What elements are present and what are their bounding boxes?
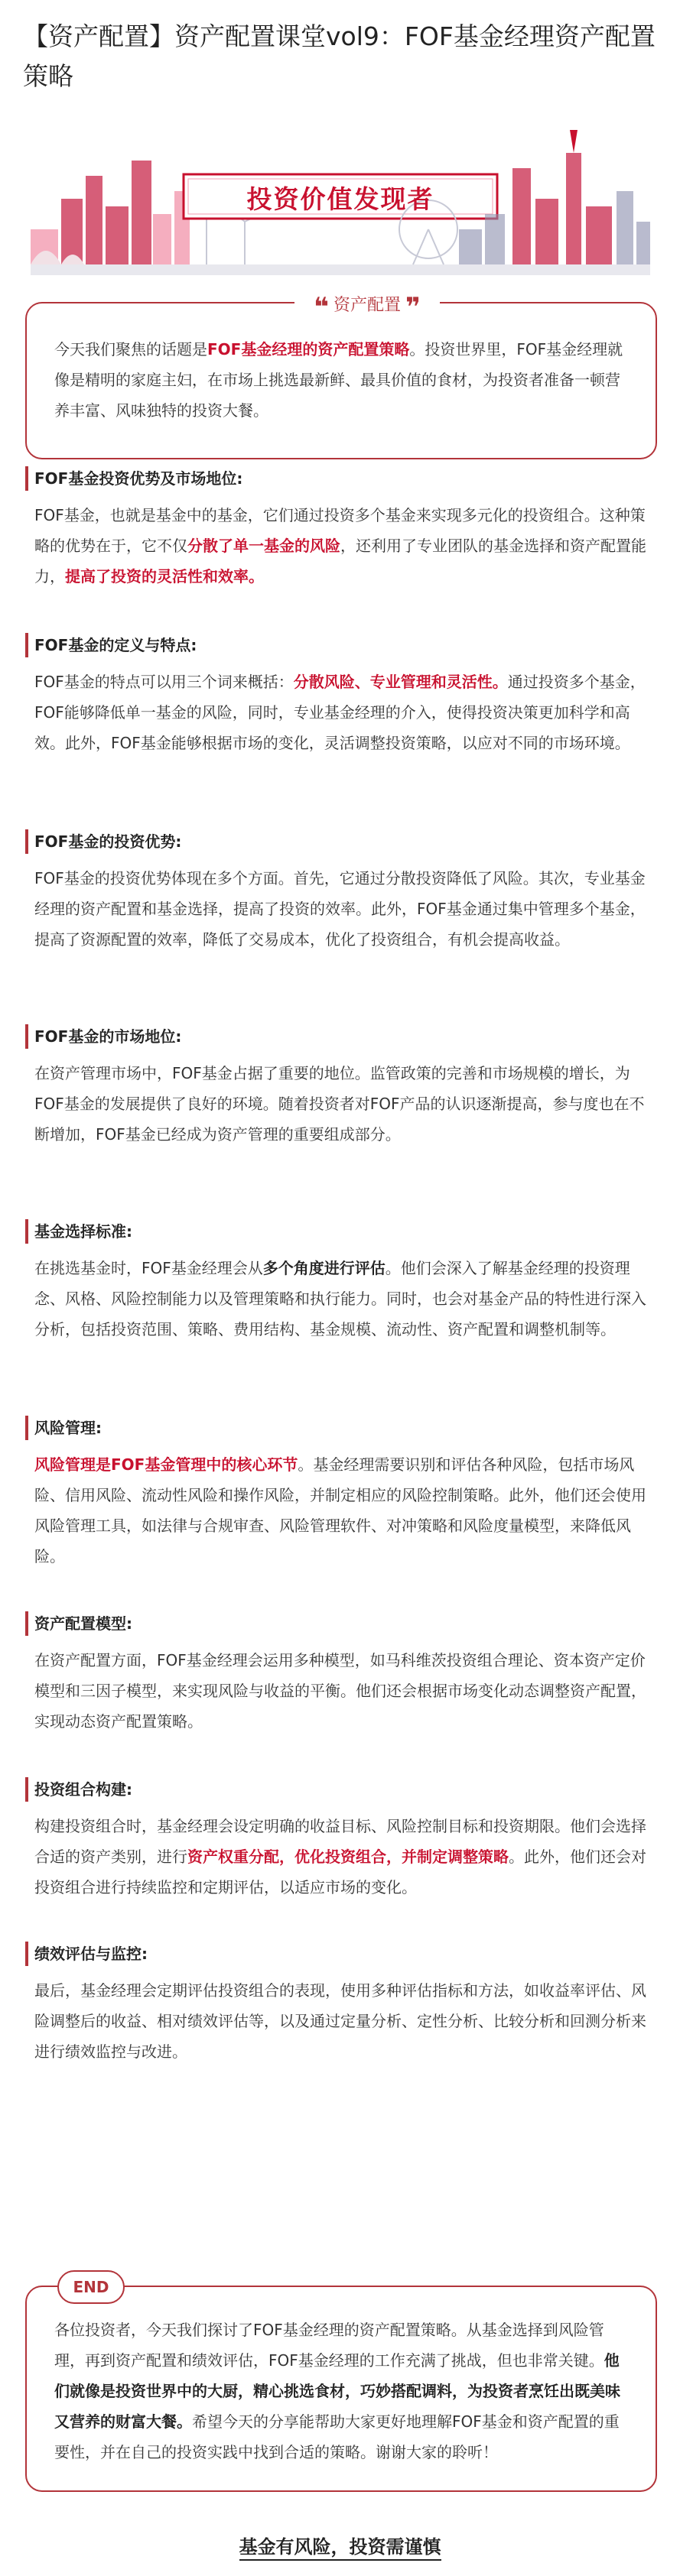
- section-text: FOF基金，也就是基金中的基金，它们通过投资多个基金来实现多元化的投资组合。这种策略的优势在于，它不仅分散了单一基金的风险，还利用了专业团队的基金选择和资产配置能力，提高了投资的灵活性和效率。: [34, 506, 646, 586]
- section-fof-advantages-position: [25, 466, 657, 589]
- banner: [31, 115, 650, 275]
- banner-label: 投资价值发现者: [246, 183, 434, 214]
- end-text: 各位投资者，今天我们探讨了FOF基金经理的资产配置策略。从基金选择到风险管理，再到资产配置和绩效评估，FOF基金经理的工作充满了挑战，但也非常关键。他们就像是投资世界中的大厨，精心挑选食材，巧妙搭配调料，为投资者烹饪出既美味又营养的财富大餐。希望今天的分享能帮助大家更好地理解FOF基金和资产配置的重要性，并在自己的投资实践中找到合适的策略。谢谢大家的聆听！: [54, 2321, 620, 2461]
- section-bar: [25, 466, 28, 491]
- section-text: 在挑选基金时，FOF基金经理会从多个角度进行评估。他们会深入了解基金经理的投资理念、风格、风险控制能力以及管理策略和执行能力。同时，也会对基金产品的特性进行深入分析，包括投资范围、策略、费用结构、基金规模、流动性、资产配置和调整机制等。: [34, 1259, 646, 1338]
- section-title: FOF基金投资优势及市场地位:: [34, 469, 243, 488]
- article-title: 【资产配置】资产配置课堂vol9：FOF基金经理资产配置策略: [23, 21, 656, 91]
- section-bar: [25, 633, 28, 657]
- intro-highlight: FOF基金经理的资产配置策略: [207, 340, 410, 358]
- section-bar: [25, 1219, 28, 1244]
- section-title: 绩效评估与监控:: [34, 1945, 148, 1963]
- section-text: 风险管理是FOF基金管理中的核心环节。基金经理需要识别和评估各种风险，包括市场风险、信用风险、流动性风险和操作风险，并制定相应的风险控制策略。此外，他们还会使用风险管理工具，如法律与合规审查、风险管理软件、对冲策略和风险度量模型，来降低风险。: [34, 1455, 646, 1565]
- section-portfolio-construction: [25, 1777, 657, 1900]
- section-bar: [25, 1942, 28, 1966]
- section-fof-definition: [25, 633, 657, 786]
- section-text: FOF基金的投资优势体现在多个方面。首先，它通过分散投资降低了风险。其次，专业基金经理的资产配置和基金选择，提高了投资的效率。此外，FOF基金通过集中管理多个基金，提高了资源配置的效率，降低了交易成本，优化了投资组合，有机会提高收益。: [34, 869, 646, 949]
- section-fof-market-position: [25, 1024, 657, 1177]
- section-title: 投资组合构建:: [34, 1780, 132, 1799]
- section-title: 风险管理:: [34, 1419, 102, 1437]
- section-text: 构建投资组合时，基金经理会设定明确的收益目标、风险控制目标和投资期限。他们会选择合适的资产类别，进行资产权重分配，优化投资组合，并制定调整策略。此外，他们还会对投资组合进行持续监控和定期评估，以适应市场的变化。: [34, 1817, 646, 1896]
- section-title: FOF基金的市场地位:: [34, 1027, 182, 1046]
- section-risk-management: [25, 1416, 657, 1569]
- section-text: 最后，基金经理会定期评估投资组合的表现，使用多种评估指标和方法，如收益率评估、风险调整后的收益、相对绩效评估等，以及通过定量分析、定性分析、比较分析和回测分析来进行绩效监控与改进。: [34, 1981, 646, 2061]
- section-performance-evaluation: [25, 1942, 657, 2094]
- section-title: 资产配置模型:: [34, 1614, 132, 1633]
- section-title: 基金选择标准:: [34, 1222, 132, 1241]
- risk-disclaimer: 基金有风险，投资需谨慎: [0, 2532, 680, 2558]
- close-quote-icon: ❞: [405, 292, 421, 323]
- section-fund-selection-criteria: [25, 1219, 657, 1372]
- section-text: 在资产配置方面，FOF基金经理会运用多种模型，如马科维茨投资组合理论、资本资产定价模型和三因子模型，来实现风险与收益的平衡。他们还会根据市场变化动态调整资产配置，实现动态资产配置策略。: [34, 1651, 646, 1731]
- section-bar: [25, 1416, 28, 1440]
- section-bar: [25, 1024, 28, 1049]
- intro-text: 今天我们聚焦的话题是FOF基金经理的资产配置策略。投资世界里，FOF基金经理就像是精明的家庭主妇，在市场上挑选最新鲜、最具价值的食材，为投资者准备一顿营养丰富、风味独特的投资大餐。: [54, 340, 623, 420]
- intro-heading: [294, 288, 440, 323]
- intro-heading-label: 资产配置: [333, 295, 401, 315]
- section-bar: [25, 1611, 28, 1636]
- section-title: FOF基金的投资优势:: [34, 832, 182, 851]
- end-card: [25, 2278, 657, 2492]
- open-quote-icon: ❝: [314, 292, 329, 323]
- section-title: FOF基金的定义与特点:: [34, 636, 197, 654]
- section-bar: [25, 829, 28, 854]
- section-text: FOF基金的特点可以用三个词来概括：分散风险、专业管理和灵活性。通过投资多个基金，FOF能够降低单一基金的风险，同时，专业基金经理的介入，使得投资决策更加科学和高效。此外，FOF基金能够根据市场的变化，灵活调整投资策略，以应对不同的市场环境。: [34, 673, 646, 752]
- section-fof-investment-advantages: [25, 829, 657, 982]
- section-text: 在资产管理市场中，FOF基金占据了重要的地位。监管政策的完善和市场规模的增长，为FOF基金的发展提供了良好的环境。随着投资者对FOF产品的认识逐渐提高，参与度也在不断增加，FOF基金已经成为资产管理的重要组成部分。: [34, 1064, 645, 1144]
- section-bar: [25, 1777, 28, 1802]
- intro-card: [25, 292, 657, 459]
- section-asset-allocation-models: [25, 1611, 657, 1734]
- end-tag: END: [57, 2270, 125, 2304]
